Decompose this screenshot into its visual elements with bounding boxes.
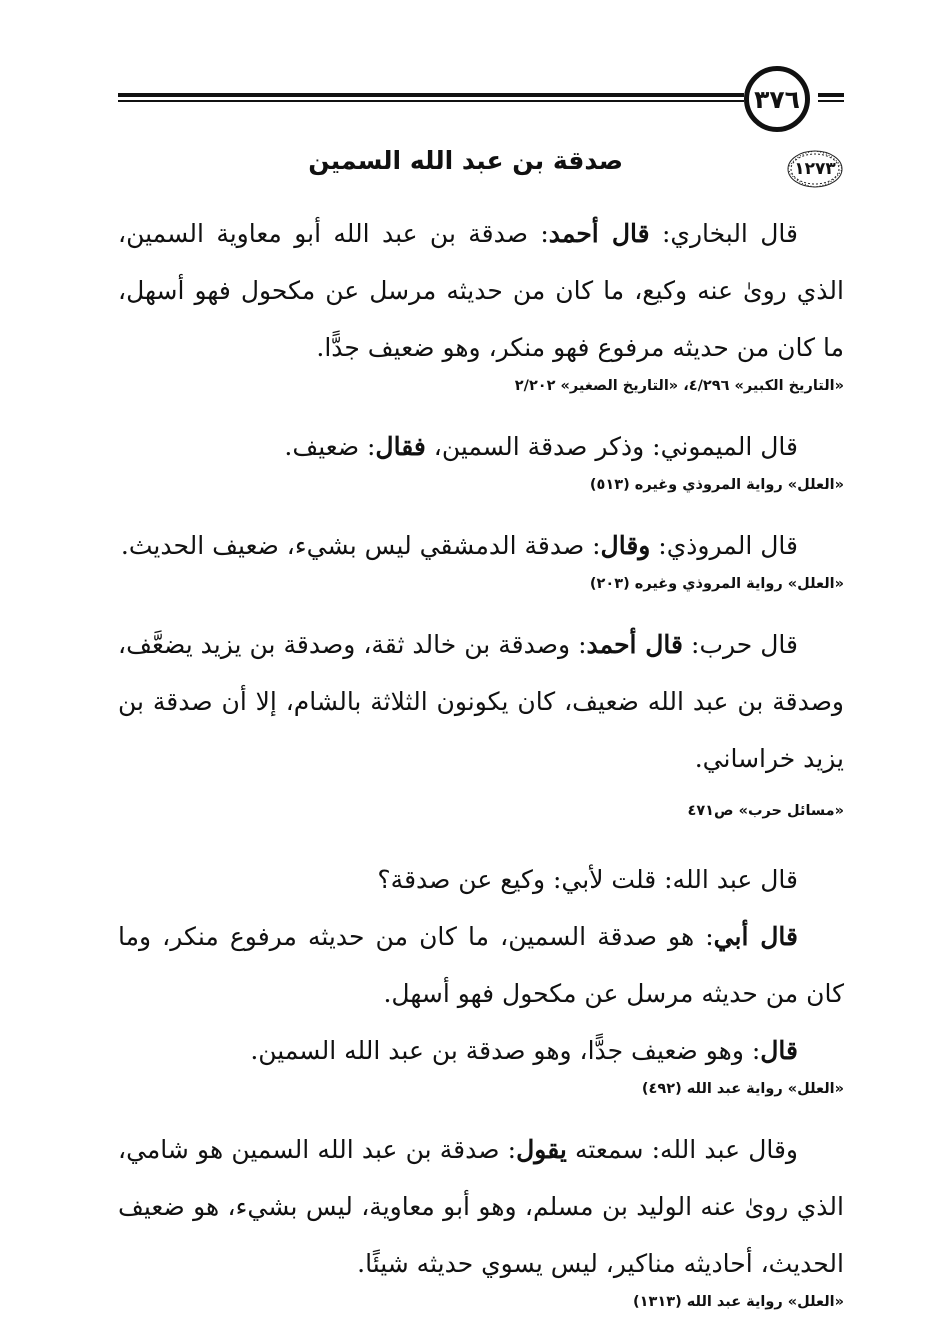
quote-verb: قال أحمد xyxy=(586,630,683,659)
source-citation: «التاريخ الكبير» ٤/٢٩٦، «التاريخ الصغير» ٢/٢٠٢ xyxy=(514,378,844,394)
header-rule-thin xyxy=(118,100,744,102)
quote-text: : وهو ضعيف جدًّا، وهو صدقة بن عبد الله السمين. xyxy=(250,1036,761,1065)
quote-verb: وقال xyxy=(600,531,651,560)
entry-title: صدقة بن عبد الله السمين xyxy=(308,146,623,175)
quote-verb: فقال xyxy=(375,432,426,461)
quote-text: : ضعيف. xyxy=(284,432,376,461)
paragraph-marwadhi xyxy=(118,517,844,574)
quote-verb: قال أحمد xyxy=(548,219,650,248)
speaker: قال المروذي: xyxy=(650,531,798,560)
source-citation: «العلل» رواية المروذي وغيره (٥١٣) xyxy=(589,477,844,493)
paragraph-abdullah-2 xyxy=(118,1121,844,1292)
paragraph-maymuni xyxy=(118,418,844,475)
speaker: قال الميموني: وذكر صدقة السمين، xyxy=(425,432,798,461)
quote-text: : صدقة بن عبد الله السمين هو شامي، الذي رویٰ عنه الوليد بن مسلم، وهو أبو معاوية، ليس بشيء، هو ضعيف الحديث، أحاديثه مناكير، ليس يسوي حديثه شيئًا. xyxy=(118,1135,844,1278)
quote-text: : صدقة الدمشقي ليس بشيء، ضعيف الحديث. xyxy=(120,531,601,560)
page-number xyxy=(744,66,810,132)
source-citation: «العلل» رواية عبد الله (٤٩٢) xyxy=(641,1081,844,1097)
speaker: وقال عبد الله: سمعته xyxy=(566,1135,799,1164)
speaker: قال البخاري: xyxy=(649,219,798,248)
entry-body xyxy=(118,205,844,1312)
header-rule-thick xyxy=(118,93,744,97)
paragraph-abdullah-note xyxy=(118,1022,844,1079)
paragraph-abdullah-answer xyxy=(118,908,844,1022)
header-rule-thin-right xyxy=(818,100,844,102)
speaker: قال حرب: xyxy=(683,630,798,659)
entry-number: ١٢٧٣ xyxy=(794,159,836,179)
source-citation: «مسائل حرب» ص٤٧١ xyxy=(687,803,844,819)
header-rule-thick-right xyxy=(818,93,844,97)
quote-text: : صدقة بن عبد الله أبو معاوية السمين، الذي رویٰ عنه وكيع، ما كان من حديثه مرسل عن مكحول فهو أسهل، ما كان من حديثه مرفوع فهو منكر، وهو ضعيف جدًّا. xyxy=(118,219,844,362)
source-citation: «العلل» رواية المروذي وغيره (٢٠٣) xyxy=(589,576,844,592)
quote-verb: يقول xyxy=(516,1135,567,1164)
entry-number-badge xyxy=(785,148,845,190)
quote-text: : وصدقة بن خالد ثقة، وصدقة بن يزيد يضعَّف، وصدقة بن عبد الله ضعيف، كان يكونون الثلاثة بالشام، إلا أن صدقة بن يزيد خراساني. xyxy=(118,630,844,773)
speaker: قال عبد الله: قلت لأبي: وكيع عن صدقة؟ xyxy=(377,865,798,894)
quote-verb: قال xyxy=(760,1036,798,1065)
paragraph-bukhari xyxy=(118,205,844,376)
page-number-label: ٣٧٦ xyxy=(754,84,800,114)
paragraph-harb xyxy=(118,616,844,787)
paragraph-abdullah-question xyxy=(118,851,844,908)
source-citation: «العلل» رواية عبد الله (١٣١٣) xyxy=(633,1294,844,1310)
quote-verb: قال أبي xyxy=(713,922,798,951)
quote-text: : هو صدقة السمين، ما كان من حديثه مرفوع منكر، وما كان من حديثه مرسل عن مكحول فهو أسهل. xyxy=(118,922,844,1008)
